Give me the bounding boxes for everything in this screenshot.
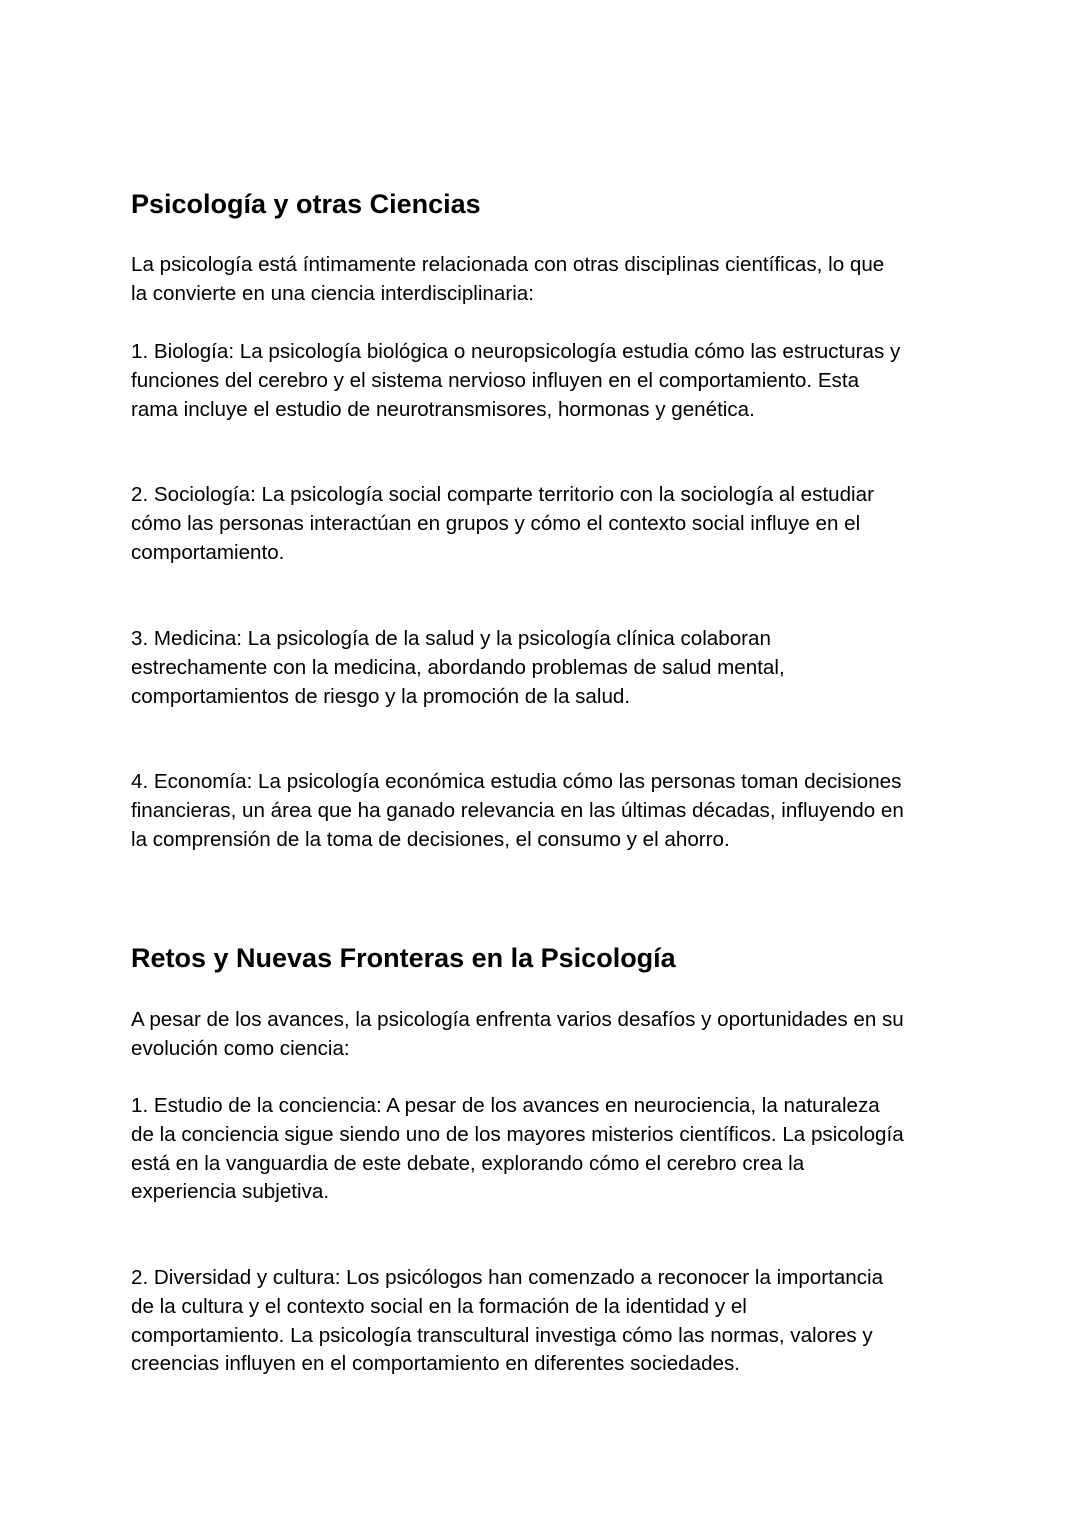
section2-intro [131,1006,971,1064]
section1-intro [131,251,971,309]
text-line: de la cultura y el contexto social en la formación de la identidad y el [131,1294,747,1318]
text-line: experiencia subjetiva. [131,1180,330,1204]
text-line: funciones del cerebro y el sistema nervioso influyen en el comportamiento. Esta [131,368,860,392]
text-line: financieras, un área que ha ganado relevancia en las últimas décadas, influyendo en [131,798,904,822]
text-line: 3. Medicina: La psicología de la salud y la psicología clínica colaboran [131,627,771,650]
item-medicina [131,625,971,711]
text-line: 4. Economía: La psicología económica estudia cómo las personas toman decisiones [131,770,902,793]
text-line: 2. Diversidad y cultura: Los psicólogos han comenzado a reconocer la importancia [131,1266,884,1289]
text-line: A pesar de los avances, la psicología enfrenta varios desafíos y oportunidades en su [131,1008,904,1031]
text-line: comportamiento. [131,540,285,564]
item-economia [131,768,971,854]
item-diversidad-cultura [131,1264,971,1379]
item-estudio-conciencia [131,1092,971,1207]
text-line: rama incluye el estudio de neurotransmisores, hormonas y genética. [131,397,755,421]
text-line: La psicología está íntimamente relacionada con otras disciplinas científicas, lo que [131,253,885,276]
section-title-psicologia-ciencias: Psicología y otras Ciencias [131,189,481,219]
text-line: de la conciencia sigue siendo uno de los mayores misterios científicos. La psicología [131,1122,904,1146]
text-line: 2. Sociología: La psicología social comparte territorio con la sociología al estudiar [131,483,874,506]
section-title-retos-fronteras: Retos y Nuevas Fronteras en la Psicología [131,943,676,973]
text-line: 1. Estudio de la conciencia: A pesar de los avances en neurociencia, la naturaleza [131,1094,880,1117]
text-line: comportamiento. La psicología transcultural investiga cómo las normas, valores y [131,1323,873,1347]
text-line: evolución como ciencia: [131,1036,350,1060]
item-biologia [131,338,971,424]
text-line: 1. Biología: La psicología biológica o neuropsicología estudia cómo las estructuras y [131,340,901,363]
text-line: comportamientos de riesgo y la promoción de la salud. [131,684,631,708]
text-line: estrechamente con la medicina, abordando problemas de salud mental, [131,655,785,679]
text-line: la comprensión de la toma de decisiones, el consumo y el ahorro. [131,827,730,851]
text-line: la convierte en una ciencia interdisciplinaria: [131,281,534,305]
text-line: está en la vanguardia de este debate, explorando cómo el cerebro crea la [131,1151,805,1175]
text-line: cómo las personas interactúan en grupos y cómo el contexto social influye en el [131,511,861,535]
text-line: creencias influyen en el comportamiento en diferentes sociedades. [131,1352,741,1376]
item-sociologia [131,481,971,567]
